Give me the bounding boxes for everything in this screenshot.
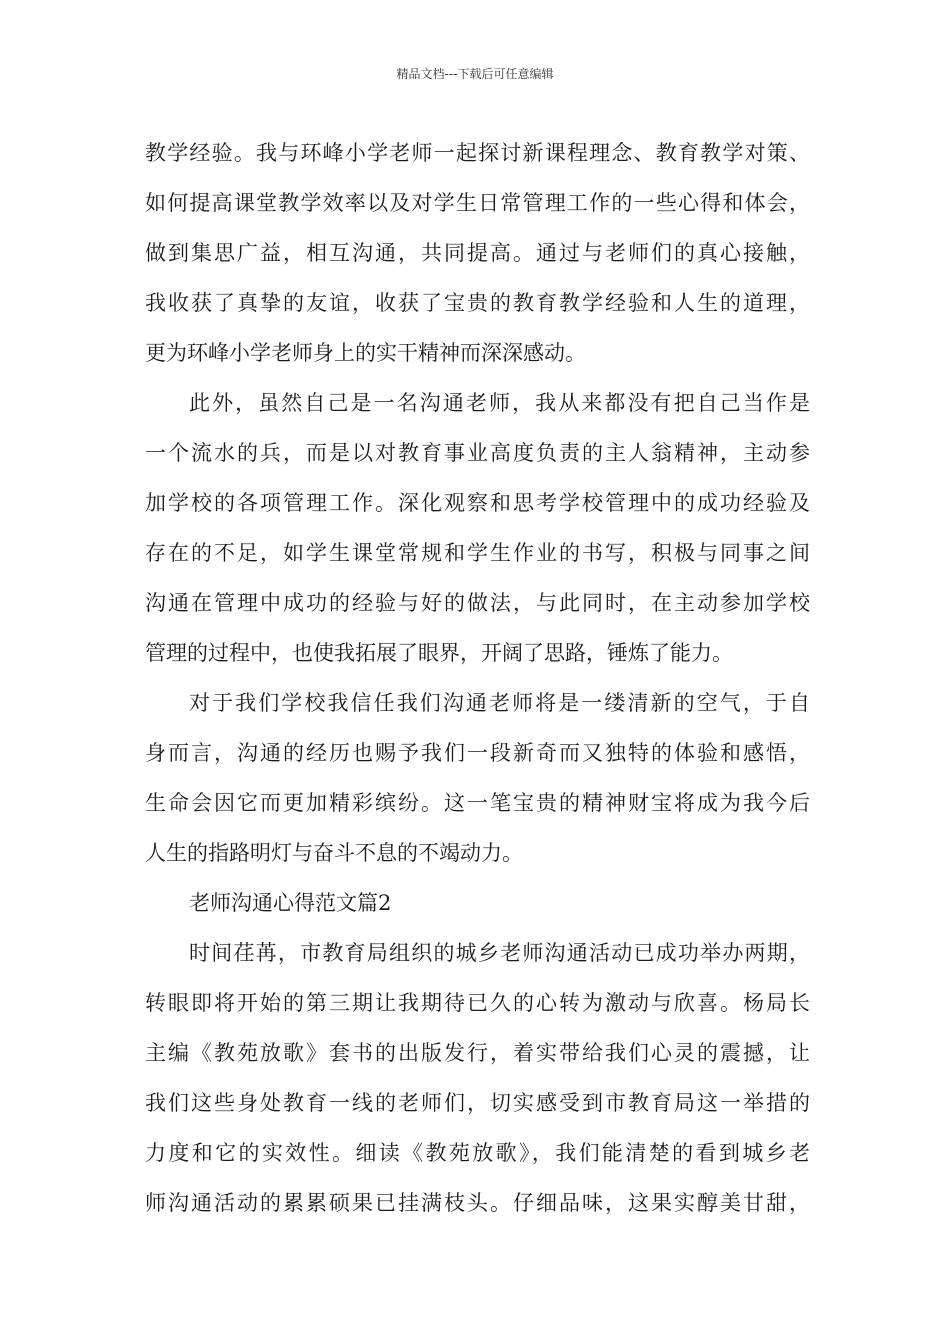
text-line: 力度和它的实效性。细读《教苑放歌》，我们能清楚的看到城乡老 xyxy=(145,1141,810,1165)
text-line: 做到集思广益，相互沟通，共同提高。通过与老师们的真心接触， xyxy=(145,241,810,265)
text-line: 加学校的各项管理工作。深化观察和思考学校管理中的成功经验及 xyxy=(145,491,810,515)
text-line: 转眼即将开始的第三期让我期待已久的心转为激动与欣喜。杨局长 xyxy=(145,991,810,1015)
text-line: 老师沟通心得范文篇2 xyxy=(189,891,392,915)
text-line: 我们这些身处教育一线的老师们，切实感受到市教育局这一举措的 xyxy=(145,1091,810,1115)
text-line: 存在的不足，如学生课堂常规和学生作业的书写，积极与同事之间 xyxy=(145,541,810,565)
text-line: 身而言，沟通的经历也赐予我们一段新奇而又独特的体验和感悟， xyxy=(145,741,810,765)
text-line: 此外，虽然自己是一名沟通老师，我从来都没有把自己当作是 xyxy=(189,391,810,415)
text-line: 教学经验。我与环峰小学老师一起探讨新课程理念、教育教学对策、 xyxy=(145,141,810,165)
text-line: 沟通在管理中成功的经验与好的做法，与此同时，在主动参加学校 xyxy=(145,591,810,615)
text-line: 对于我们学校我信任我们沟通老师将是一缕清新的空气，于自 xyxy=(189,691,810,715)
document-body xyxy=(145,128,810,1228)
page-header: 精品文档---下载后可任意编辑 xyxy=(396,67,554,81)
text-line: 一个流水的兵，而是以对教育事业高度负责的主人翁精神，主动参 xyxy=(145,441,810,465)
text-line: 时间荏苒，市教育局组织的城乡老师沟通活动已成功举办两期， xyxy=(189,941,810,965)
text-line: 如何提高课堂教学效率以及对学生日常管理工作的一些心得和体会， xyxy=(145,191,810,215)
text-line: 管理的过程中，也使我拓展了眼界，开阔了思路，锤炼了能力。 xyxy=(145,641,733,665)
text-line: 生命会因它而更加精彩缤纷。这一笔宝贵的精神财宝将成为我今后 xyxy=(145,791,810,815)
text-line: 主编《教苑放歌》套书的出版发行，着实带给我们心灵的震撼，让 xyxy=(145,1041,810,1065)
text-line: 人生的指路明灯与奋斗不息的不竭动力。 xyxy=(145,841,523,865)
text-line: 师沟通活动的累累硕果已挂满枝头。仔细品味，这果实醇美甘甜， xyxy=(145,1191,810,1215)
text-line: 更为环峰小学老师身上的实干精神而深深感动。 xyxy=(145,341,586,365)
text-line: 我收获了真挚的友谊，收获了宝贵的教育教学经验和人生的道理， xyxy=(145,291,810,315)
